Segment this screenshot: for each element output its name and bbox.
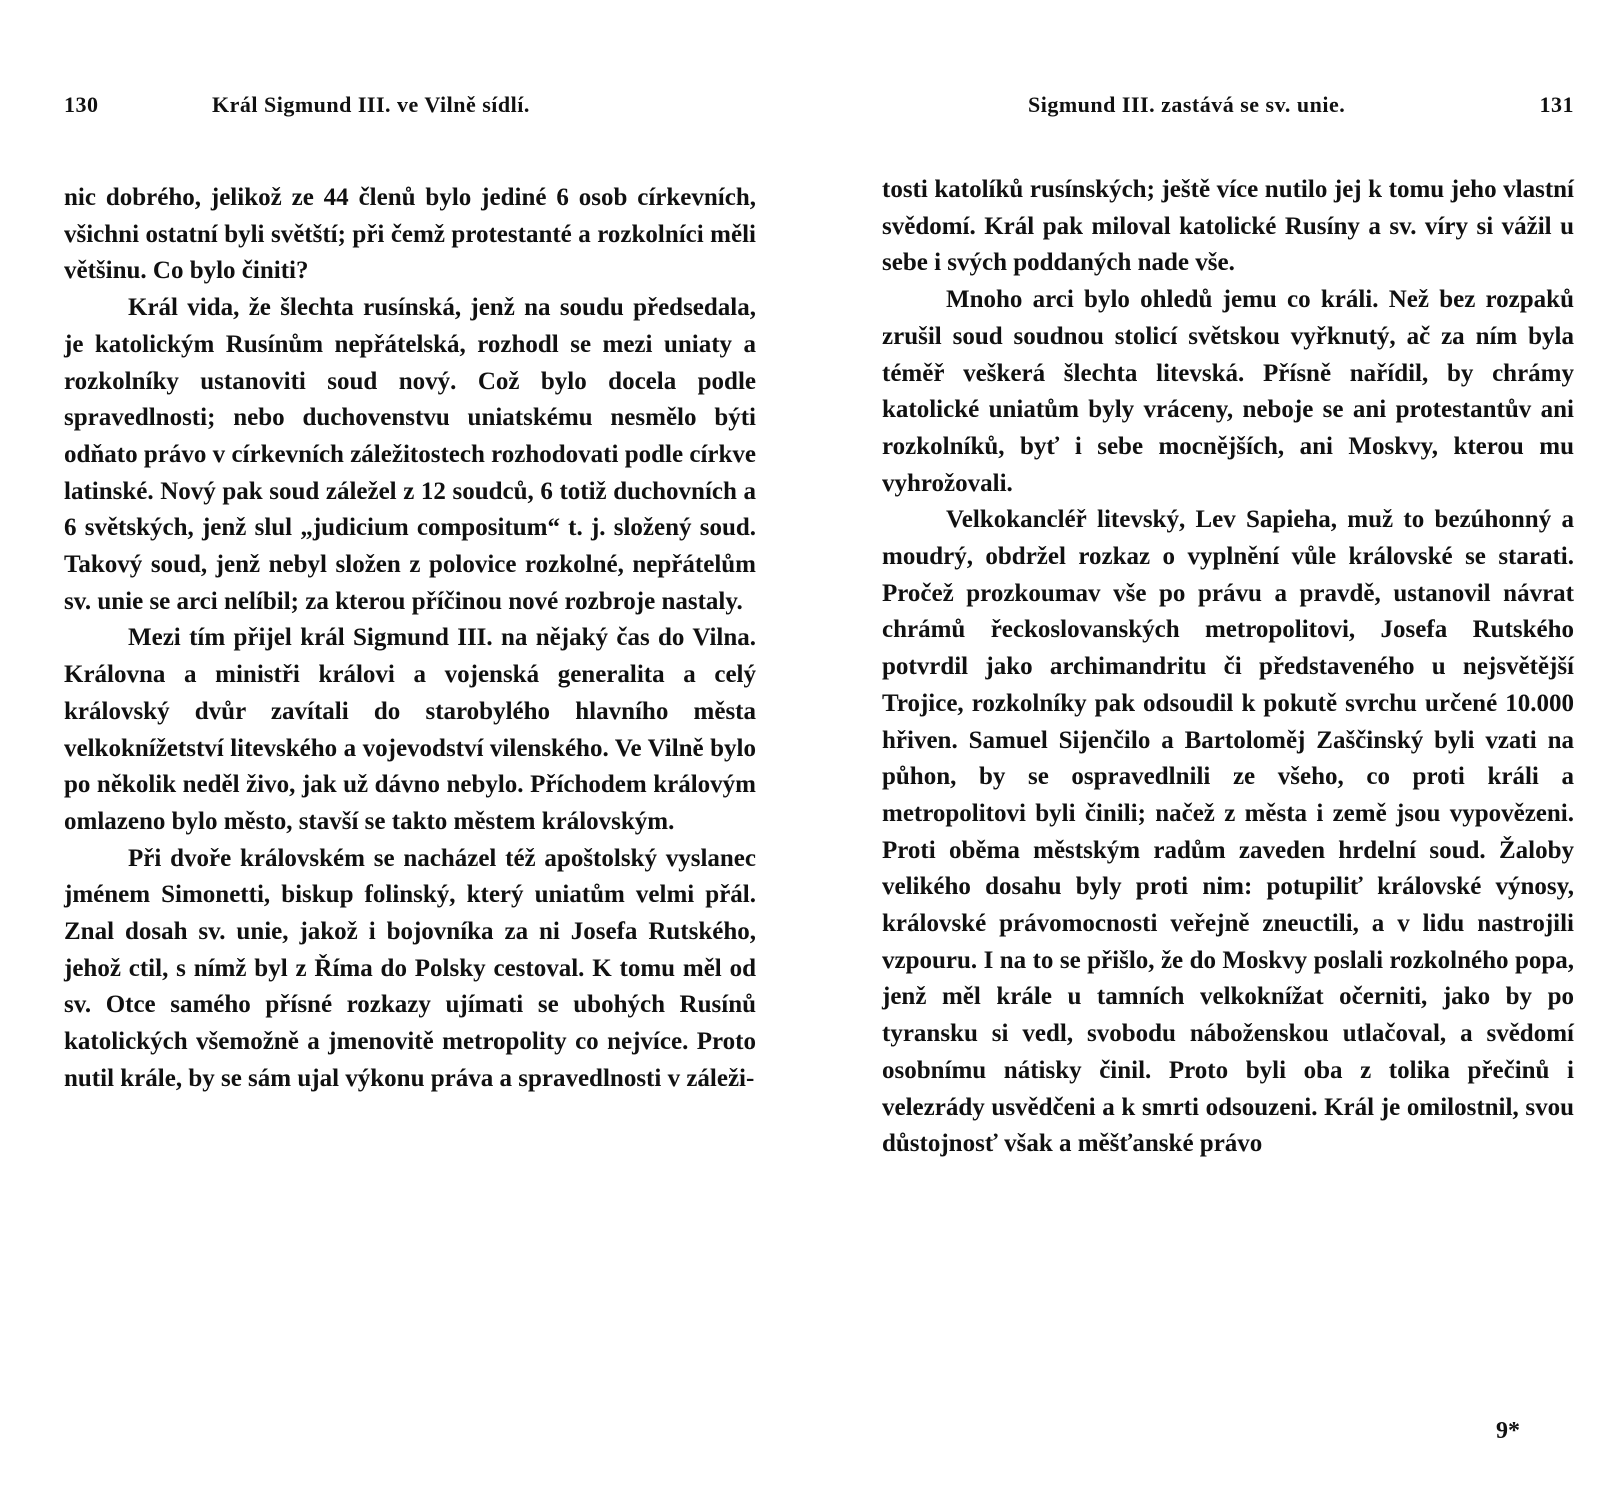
right-page-number: 131 [1539, 92, 1574, 117]
left-running-head [64, 92, 756, 128]
right-paragraph: Velkokancléř litevský, Lev Sapieha, muž to bezúhonný a moudrý, obdržel rozkaz o vyplnění vůle královské se starati. Pročež prozkoumav vše po právu a pravdě, ustanovil návrat chrámů řeckoslovanských metropolitovi, Josefa Rutského potvrdil jako archimandritu či představeného u nejsvětější Trojice, rozkolníky pak odsoudil k pokutě svrchu určené 10.000 hřiven. Samuel Sijenčilo a Bartoloměj Zaščinský byli vzati na půhon, by se ospravedlnili ze všeho, co proti králi a metropolitovi byli činili; načež z města i země jsou vypovězeni. Proti oběma městským radům zaveden hrdelní soud. Žaloby velikého dosahu byly proti nim: potupiliť královské výnosy, královské právomocnosti veřejně zneuctili, a v lidu nastrojili vzpouru. I na to se přišlo, že do Moskvy poslali rozkolného popa, jenž měl krále u tamních velkoknížat očerniti, jako by po tyransku si vedl, svobodu náboženskou utlačoval, a svědomí osobnímu nátisky činil. Proto byli oba z tolika přečinů i velezrády usvědčeni a k smrti odsouzeni. Král je omilostnil, svou důstojnosť však a měšťanské právo [882, 506, 1574, 1158]
right-running-head-title: Sigmund III. zastává se sv. unie. [1028, 92, 1346, 117]
left-paragraph: Mezi tím přijel král Sigmund III. na nějaký čas do Vilna. Královna a ministři královi a vojenská generalita a celý královský dvůr zavítali do starobylého hlavního města velkoknížetství litevského a vojevodství vilenského. Ve Vilně bylo po několik neděl živo, jak už dávno nebylo. Příchodem královým omlazeno bylo město, stavší se takto městem královským. [64, 624, 756, 835]
right-paragraph: Mnoho arci bylo ohledů jemu co králi. Než bez rozpaků zrušil soud soudnou stolicí světskou vyřknutý, ač za ním byla téměř veškerá šlechta litevská. Přísně nařídil, by chrámy katolické uniatům byly vráceny, neboje se ani protestantův ani rozkolníků, byť i sebe mocnějších, ani Moskvy, kterou mu vyhrožovali. [882, 286, 1574, 497]
left-running-head-title: Král Sigmund III. ve Vilně sídlí. [212, 92, 530, 117]
left-paragraph: Král vida, že šlechta rusínská, jenž na soudu předsedala, je katolickým Rusínům nepřátelská, rozhodl se mezi uniaty a rozkolníky ustanoviti soud nový. Což bylo docela podle spravedlnosti; nebo duchovenstvu uniatskému nesmělo býti odňato právo v církevních záležitostech rozhodovati podle církve latinské. Nový pak soud záležel z 12 soudců, 6 totiž duchovních a 6 světských, jenž slul „judicium compositum“ t. j. složený soud. Takový soud, jenž nebyl složen z polovice rozkolné, nepřátelům sv. unie se arci nelíbil; za kterou příčinou nové rozbroje nastaly. [64, 294, 756, 615]
right-paragraph: tosti katolíků rusínských; ještě více nutilo jej k tomu jeho vlastní svědomí. Král pak miloval katolické Rusíny a sv. víry si vážil u sebe i svých poddaných nade vše. [882, 176, 1574, 277]
left-paragraph: nic dobrého, jelikož ze 44 členů bylo jediné 6 osob církevních, všichni ostatní byli světští; při čemž protestanté a rozkolníci měli většinu. Co bylo činiti? [64, 184, 756, 285]
left-paragraph: Při dvoře královském se nacházel též apoštolský vyslanec jménem Simonetti, biskup folinský, který uniatům velmi přál. Znal dosah sv. unie, jakož i bojovníka za ni Josefa Rutského, jehož ctil, s nímž byl z Říma do Polsky cestoval. K tomu měl od sv. Otce samého přísné rozkazy ujímati se ubohých Rusínů katolických všemožně a jmenovitě metropolity co nejvíce. Proto nutil krále, by se sám ujal výkonu práva a spravedlnosti v záleži- [64, 844, 756, 1092]
left-body-text [64, 180, 756, 1098]
signature-mark: 9* [1496, 1418, 1520, 1444]
right-running-head [882, 92, 1574, 128]
left-page-number: 130 [64, 92, 99, 117]
right-body-text [882, 172, 1574, 1163]
